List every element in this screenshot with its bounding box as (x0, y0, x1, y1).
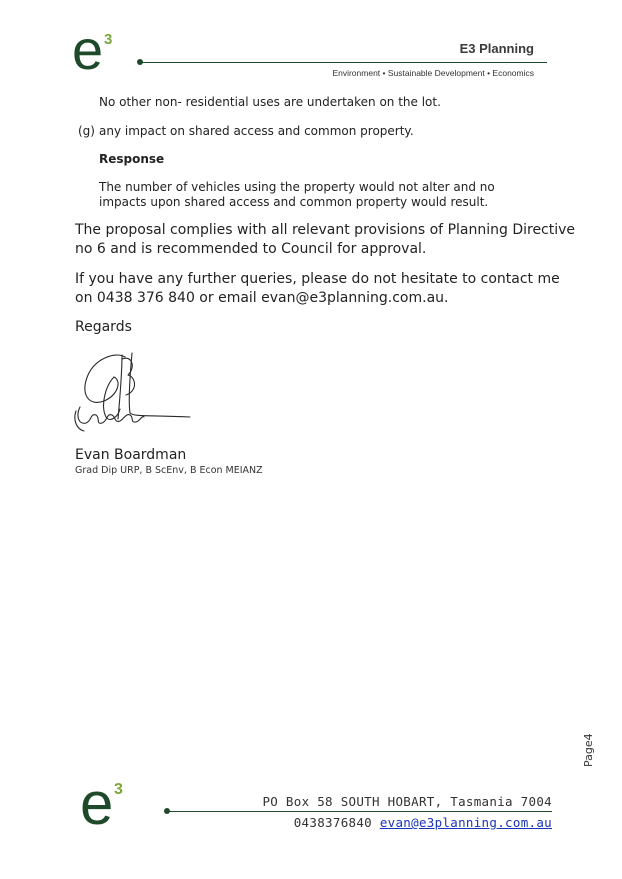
footer-logo-letter: e (80, 770, 114, 837)
signatory-name: Evan Boardman (75, 447, 187, 463)
clause-g-label: (g) (78, 124, 95, 138)
response-text-line1: The number of vehicles using the property would not alter and no (99, 180, 495, 194)
footer-contact (294, 815, 552, 830)
conclusion-line2: no 6 and is recommended to Council for approval. (75, 241, 427, 257)
header-logo-letter: e (72, 18, 104, 81)
footer-email-link[interactable]: evan@e3planning.com.au (379, 815, 552, 830)
footer-logo (80, 770, 130, 840)
regards-text: Regards (75, 319, 132, 335)
contact-line2: on 0438 376 840 or email evan@e3planning.com.au. (75, 290, 449, 306)
footer-rule (168, 811, 552, 812)
signatory-credentials: Grad Dip URP, B ScEnv, B Econ MEIANZ (75, 465, 263, 476)
footer-logo-superscript: 3 (114, 781, 123, 798)
header-logo-superscript: 3 (104, 31, 113, 48)
clause-g-text: any impact on shared access and common property. (99, 124, 414, 138)
no-other-uses-text: No other non- residential uses are undertaken on the lot. (99, 95, 441, 109)
handwritten-signature (70, 345, 200, 440)
page-number: Page4 (582, 733, 595, 767)
contact-line1: If you have any further queries, please do not hesitate to contact me (75, 271, 560, 287)
company-name: E3 Planning (459, 41, 534, 56)
conclusion-line1: The proposal complies with all relevant provisions of Planning Directive (75, 222, 576, 238)
footer-address: PO Box 58 SOUTH HOBART, Tasmania 7004 (262, 794, 552, 809)
header-rule (140, 62, 547, 63)
response-heading: Response (99, 152, 165, 166)
company-tagline: Environment • Sustainable Development • Economics (332, 68, 534, 78)
footer-phone: 0438376840 (293, 815, 372, 830)
header-logo (72, 18, 122, 85)
response-text-line2: impacts upon shared access and common property would result. (99, 195, 489, 209)
